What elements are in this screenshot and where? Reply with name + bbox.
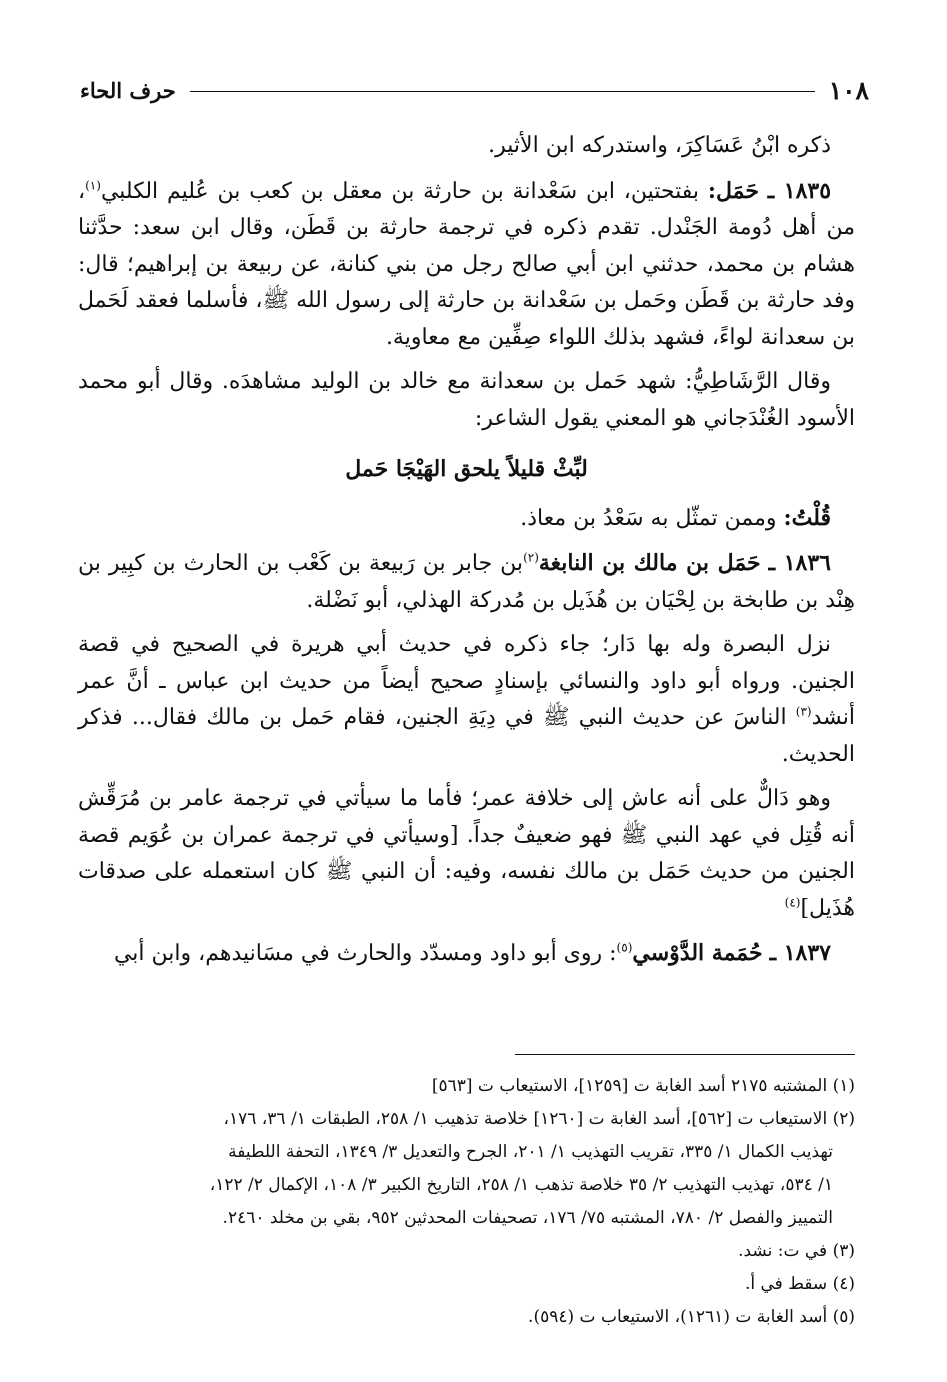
entry-name: حَمَل: bbox=[707, 177, 759, 204]
footnote-ref-4: (٤) bbox=[784, 895, 801, 910]
paragraph-qultu bbox=[78, 500, 855, 538]
footnote-2-line: التمييز والفصل ٢/ ٧٨٠، المشتبه ٧٥/ ١٧٦، تصحيفات المحدثين ٩٥٢، بقي بن مخلد ٢٤٦٠. bbox=[222, 1208, 833, 1228]
entry-number: ١٨٣٧ ـ bbox=[769, 940, 831, 966]
paragraph-1 bbox=[78, 128, 855, 165]
paragraph-text: وهو دَالٌّ على أنه عاش إلى خلافة عمر؛ فأما ما سيأتي في ترجمة عامر بن مُرَقِّش أنه قُتِل في عهد النبي ﷺ فهو ضعيفٌ جداً. [وسيأتي في ترجمة عمران بن عُوَيم قصة الجنين من حديث حَمَل بن مالك نفسه، وفيه: أن النبي ﷺ كان استعمله على صدقات هُذَيل] bbox=[78, 786, 855, 921]
page-number: ١٠٨ bbox=[828, 75, 869, 105]
entry-1836 bbox=[78, 545, 855, 619]
footnote-2-line: تهذيب الكمال ١/ ٣٣٥، تقريب التهذيب ١/ ٢٠١، الجرح والتعديل ٣/ ١٣٤٩، التحفة اللطيفة bbox=[228, 1142, 833, 1162]
paragraph-1-text: ذكره ابْنُ عَسَاكِرَ، واستدركه ابن الأثير. bbox=[488, 133, 831, 158]
footnote-ref-1: (١) bbox=[85, 178, 101, 193]
paragraph-rashati bbox=[78, 364, 855, 437]
paragraph-basra bbox=[78, 627, 855, 773]
entry-number: ١٨٣٥ ـ bbox=[767, 177, 832, 204]
footnote-ref-3: (٣) bbox=[795, 704, 812, 719]
footnote-5: (٥) أسد الغابة ت (١٢٦١)، الاستيعاب ت (٥٩٤). bbox=[528, 1307, 855, 1327]
qultu-mark: قُلْتُ: bbox=[783, 504, 831, 531]
header-title: حرف الحاء bbox=[80, 77, 176, 103]
footnotes bbox=[78, 1070, 855, 1334]
paragraph-text: الناسَ عن حديث النبي ﷺ في دِيَةِ الجنين، فقام حَمل بن مالك فقال... فذكر الحديث. bbox=[78, 705, 855, 767]
paragraph-text: وقال الرَّشَاطِيُّ: شهد حَمل بن سعدانة مع خالد بن الوليد مشاهدَه. وقال أبو محمد الأسود الغُنْدَجاني هو المعني يقول الشاعر: bbox=[78, 369, 855, 431]
entry-text: بفتحتين، ابن سَعْدانة بن حارثة بن معقل بن كعب بن عُليم الكلبي bbox=[100, 178, 708, 204]
entry-name: حُمَمة الدَّوْسي bbox=[632, 940, 763, 966]
poetry-verse: لبِّثْ قليلاً يلحق الهَيْجَا حَمل bbox=[345, 456, 588, 482]
entry-text: ، من أهل دُومة الجَنْدل. تقدم ذكره في ترجمة حارثة بن قَطَن، وقال ابن سعد: حدَّثنا هشام بن محمد، حدثني ابن أبي صالح رجل من بني كنانة، عن ربيعة بن إبراهيم؛ قال: وفد حارثة بن قَطَن وحَمل بن سَعْدانة بن حارثة إلى رسول الله ﷺ، فأسلما فعقد لَحَمل بن سعدانة لواءً، فشهد بذلك اللواء صِفِّين مع معاوية. bbox=[77, 178, 855, 350]
entry-name: حَمَل بن مالك بن النابغة bbox=[538, 550, 761, 576]
footnote-divider bbox=[515, 1054, 855, 1055]
footnote-ref-5: (٥) bbox=[616, 940, 633, 955]
header-rule bbox=[190, 91, 815, 92]
entry-1835 bbox=[78, 173, 855, 357]
page-header bbox=[80, 72, 869, 108]
footnote-4: (٤) سقط في أ. bbox=[744, 1274, 855, 1294]
footnote-ref-2: (٢) bbox=[523, 550, 539, 565]
paragraph-umar bbox=[78, 781, 855, 927]
footnote-1: (١) المشتبه ٢١٧٥ أسد الغابة ت [١٢٥٩]، الاستيعاب ت [٥٦٣] bbox=[431, 1076, 855, 1096]
paragraph-text: وممن تمثّل به سَعْدُ بن معاذ. bbox=[520, 505, 784, 531]
entry-number: ١٨٣٦ ـ bbox=[768, 550, 831, 576]
footnote-3: (٣) في ت: نشد. bbox=[738, 1241, 855, 1261]
footnote-2: (٢) الاستيعاب ت [٥٦٢]، أسد الغابة ت [١٢٦٠] خلاصة تذهيب ١/ ٢٥٨، الطبقات ١/ ٣٦، ١٧٦، bbox=[223, 1109, 855, 1129]
paragraph-text: نزل البصرة وله بها دَار؛ جاء ذكره في حديث أبي هريرة في الصحيح في قصة الجنين. ورواه أبو داود والنسائي بإسنادٍ صحيح أيضاً من حديث ابن عباس ـ أنَّ عمر أنشد bbox=[78, 632, 855, 730]
entry-text: : روى أبو داود ومسدّد والحارث في مسَانيدهم، وابن أبي bbox=[113, 941, 617, 966]
footnote-2-line: ١/ ٥٣٤، تهذيب التهذيب ٢/ ٣٥ خلاصة تذهب ١/ ٢٥٨، التاريخ الكبير ٣/ ١٠٨، الإكمال ٢/ ١٢٢، bbox=[209, 1175, 833, 1195]
entry-1837 bbox=[78, 935, 855, 973]
main-text bbox=[78, 128, 855, 981]
entry-text: بن جابر بن رَبيعة بن كَعْب بن الحارث بن كبِير بن هِنْد بن طابخة بن لِحْيَان بن هُذَيل بن مُدركة الهذلي، أبو نَضْلة. bbox=[78, 551, 855, 613]
